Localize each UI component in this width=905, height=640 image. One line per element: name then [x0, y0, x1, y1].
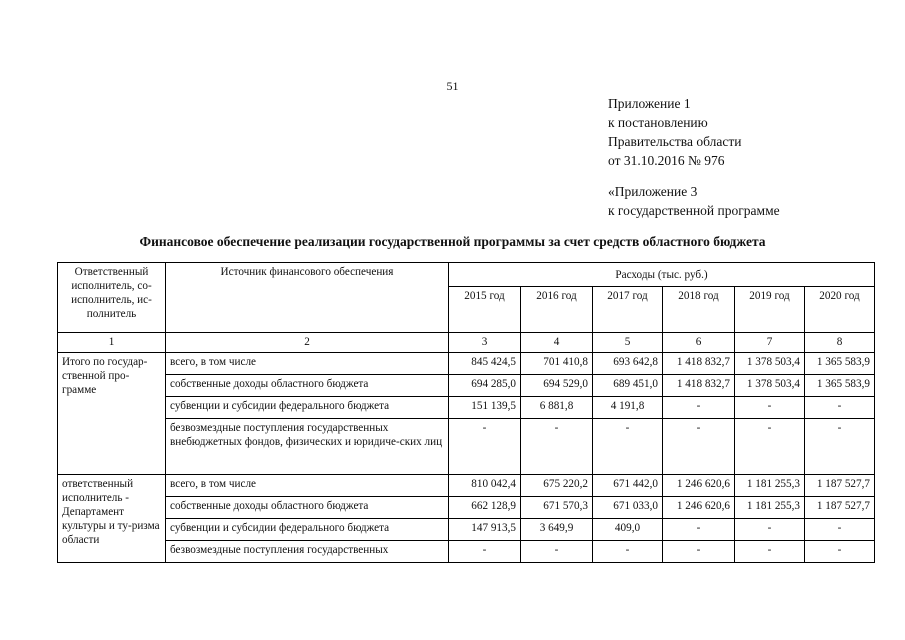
value-cell: 409,0	[593, 519, 663, 541]
value-cell: 694 529,0	[521, 375, 593, 397]
value-cell: 1 378 503,4	[735, 353, 805, 375]
value-cell: -	[449, 419, 521, 475]
value-cell: 693 642,8	[593, 353, 663, 375]
value-cell: -	[593, 541, 663, 563]
executor-cell: Итого по государ-ственной про-грамме	[58, 353, 166, 475]
table-row	[58, 353, 875, 375]
executor-cell: ответственный исполнитель - Департамент культуры и ту-ризма области	[58, 475, 166, 563]
approval-block	[608, 94, 780, 220]
table-row	[58, 519, 875, 541]
value-cell: 689 451,0	[593, 375, 663, 397]
header-year: 2019 год	[735, 287, 805, 333]
source-cell: собственные доходы областного бюджета	[166, 497, 449, 519]
value-cell: 671 033,0	[593, 497, 663, 519]
table-row	[58, 475, 875, 497]
column-number-row	[58, 333, 875, 353]
source-cell: всего, в том числе	[166, 475, 449, 497]
value-cell: 701 410,8	[521, 353, 593, 375]
source-cell: субвенции и субсидии федерального бюджета	[166, 397, 449, 419]
value-cell: -	[735, 397, 805, 419]
header-year: 2017 год	[593, 287, 663, 333]
value-cell: 1 181 255,3	[735, 475, 805, 497]
value-cell: 1 365 583,9	[805, 375, 875, 397]
value-cell: -	[735, 541, 805, 563]
header-year: 2020 год	[805, 287, 875, 333]
approval-line: к постановлению	[608, 115, 708, 130]
value-cell: 845 424,5	[449, 353, 521, 375]
approval-line: Правительства области	[608, 134, 742, 149]
value-cell: -	[663, 519, 735, 541]
value-cell: 4 191,8	[593, 397, 663, 419]
page-number: 51	[446, 79, 459, 93]
value-cell: 1 378 503,4	[735, 375, 805, 397]
value-cell: 810 042,4	[449, 475, 521, 497]
value-cell: 671 442,0	[593, 475, 663, 497]
table-row	[58, 497, 875, 519]
source-cell: собственные доходы областного бюджета	[166, 375, 449, 397]
value-cell: 671 570,3	[521, 497, 593, 519]
value-cell: -	[663, 397, 735, 419]
header-year: 2018 год	[663, 287, 735, 333]
approval-line: Приложение 1	[608, 96, 691, 111]
value-cell: 1 187 527,7	[805, 497, 875, 519]
value-cell: -	[805, 541, 875, 563]
value-cell: -	[593, 419, 663, 475]
header-year: 2016 год	[521, 287, 593, 333]
value-cell: -	[521, 419, 593, 475]
value-cell: 147 913,5	[449, 519, 521, 541]
source-cell: безвозмездные поступления государственных внебюджетных фондов, физических и юридиче-ских лиц	[166, 419, 449, 475]
column-number: 8	[805, 333, 875, 353]
value-cell: -	[449, 541, 521, 563]
value-cell: -	[663, 541, 735, 563]
value-cell: 662 128,9	[449, 497, 521, 519]
column-number: 6	[663, 333, 735, 353]
value-cell: -	[805, 419, 875, 475]
value-cell: 1 246 620,6	[663, 497, 735, 519]
value-cell: 1 418 832,7	[663, 375, 735, 397]
column-number: 4	[521, 333, 593, 353]
source-cell: всего, в том числе	[166, 353, 449, 375]
header-source: Источник финансового обеспечения	[166, 263, 449, 333]
value-cell: 675 220,2	[521, 475, 593, 497]
value-cell: 694 285,0	[449, 375, 521, 397]
column-number: 3	[449, 333, 521, 353]
value-cell: 1 187 527,7	[805, 475, 875, 497]
value-cell: 3 649,9	[521, 519, 593, 541]
column-number: 2	[166, 333, 449, 353]
financing-table	[57, 262, 875, 563]
table-row	[58, 541, 875, 563]
value-cell: 1 181 255,3	[735, 497, 805, 519]
value-cell: -	[735, 419, 805, 475]
approval-line: от 31.10.2016 № 976	[608, 153, 725, 168]
value-cell: 1 365 583,9	[805, 353, 875, 375]
value-cell: -	[521, 541, 593, 563]
value-cell: -	[805, 397, 875, 419]
header-year: 2015 год	[449, 287, 521, 333]
value-cell: 6 881,8	[521, 397, 593, 419]
appendix-line: к государственной программе	[608, 203, 780, 218]
column-number: 1	[58, 333, 166, 353]
value-cell: -	[735, 519, 805, 541]
header-expenses: Расходы (тыс. руб.)	[449, 263, 875, 287]
value-cell: 151 139,5	[449, 397, 521, 419]
column-number: 5	[593, 333, 663, 353]
header-executor: Ответственный исполнитель, со-исполнитель, ис-полнитель	[58, 263, 166, 333]
value-cell: 1 418 832,7	[663, 353, 735, 375]
appendix-line: «Приложение 3	[608, 184, 698, 199]
value-cell: -	[805, 519, 875, 541]
table-row	[58, 397, 875, 419]
table-row	[58, 419, 875, 475]
source-cell: субвенции и субсидии федерального бюджета	[166, 519, 449, 541]
document-title: Финансовое обеспечение реализации государственной программы за счет средств областного бюджета	[139, 234, 766, 249]
table-row	[58, 375, 875, 397]
source-cell: безвозмездные поступления государственных	[166, 541, 449, 563]
column-number: 7	[735, 333, 805, 353]
value-cell: 1 246 620,6	[663, 475, 735, 497]
value-cell: -	[663, 419, 735, 475]
